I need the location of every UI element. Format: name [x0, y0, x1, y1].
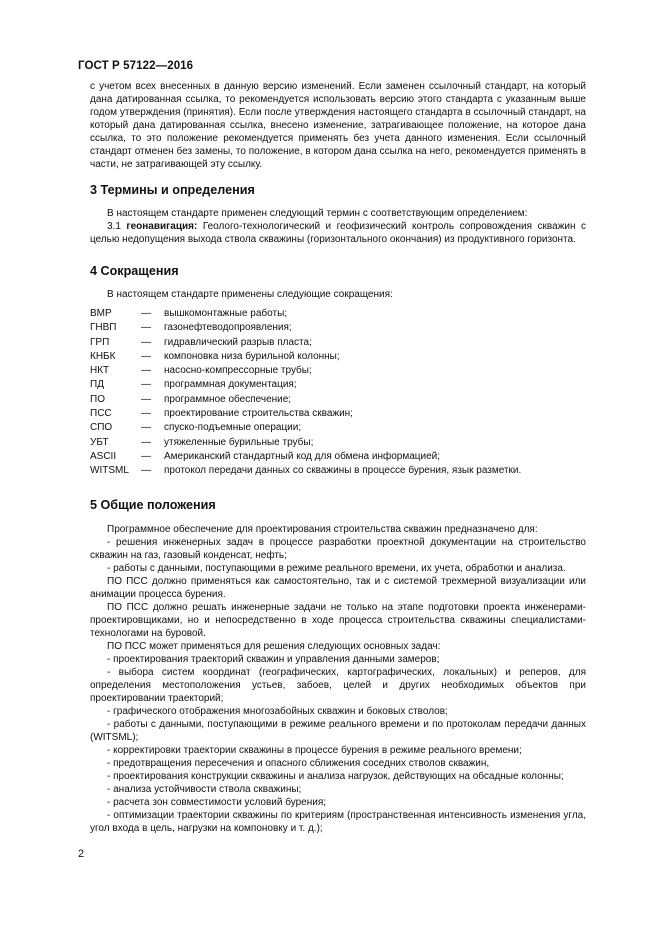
abbreviation-description: протокол передачи данных со скважины в процессе бурения, язык разметки. — [164, 465, 522, 477]
intro-paragraph: с учетом всех внесенных в данную версию изменений. Если заменен ссылочный стандарт, на который дана датированная ссылка, то рекомендуется использовать версию этого стандарта с указанным выше годом утверждения (принятия). Если после утверждения настоящего стандарта в ссылочный стандарт, на который дана датированная ссылка, внесено изменение, затрагивающее положение, на которое дана ссылка, то это положение рекомендуется применять без учета данного изменения. Если ссылочный стандарт отменен без замены, то положение, в котором дана ссылка на него, рекомендуется применять в части, не затрагивающей эту ссылку. — [90, 81, 586, 170]
section-5-paragraph: - проектирования конструкции скважины и анализа нагрузок, действующих на обсадные колонны; — [107, 771, 564, 782]
abbreviation-row — [90, 407, 586, 421]
section-5-paragraph: ПО ПСС может применяться для решения следующих основных задач: — [107, 641, 441, 652]
section-5-paragraph: - предотвращения пересечения и опасного сближения соседних стволов скважин, — [107, 758, 490, 769]
abbreviation-code: ГРП — [90, 336, 110, 348]
abbreviation-description: утяжеленные бурильные трубы; — [164, 436, 314, 448]
term-name: геонавигация: — [126, 221, 198, 232]
abbreviation-row — [90, 336, 586, 350]
section-5-paragraph: - работы с данными, поступающими в режиме реального времени, их учета, обработки и анализа. — [107, 563, 566, 574]
abbreviation-code: УБТ — [90, 436, 109, 448]
document-header: ГОСТ Р 57122—2016 — [78, 60, 194, 72]
section-5-paragraph: ПО ПСС должно применяться как самостоятельно, так и с системой трехмерной визуализации или анимации процесса бурения. — [90, 576, 586, 600]
abbreviation-code: НКТ — [90, 365, 110, 377]
abbreviation-dash: — — [141, 322, 151, 334]
abbreviation-description: Американский стандартный код для обмена информацией; — [164, 450, 441, 462]
abbreviation-row — [90, 464, 586, 478]
abbreviation-description: проектирование строительства скважин; — [164, 408, 353, 420]
page-number: 2 — [78, 848, 85, 860]
abbreviation-code: ПД — [90, 379, 104, 391]
abbreviation-description: спуско-подъемные операции; — [164, 422, 302, 434]
abbreviation-dash: — — [141, 379, 151, 391]
section-5-paragraph: - корректировки траектории скважины в процессе бурения в режиме реального времени; — [107, 745, 522, 756]
intro-paragraph-block — [90, 80, 586, 171]
abbreviation-row — [90, 364, 586, 378]
section-5-body — [90, 523, 586, 835]
abbreviation-code: ASCII — [90, 450, 117, 462]
abbreviation-dash: — — [141, 308, 151, 319]
abbreviation-description: гидравлический разрыв пласта; — [164, 336, 312, 348]
abbreviation-dash: — — [141, 436, 151, 448]
abbreviation-description: компоновка низа бурильной колонны; — [164, 350, 340, 362]
section-5-paragraph: - проектирования траекторий скважин и управления данными замеров; — [107, 654, 440, 665]
abbreviation-description: насосно-компрессорные трубы; — [164, 365, 312, 377]
section-5-paragraph: - расчета зон совместимости условий бурения; — [107, 797, 327, 808]
abbreviation-row — [90, 436, 586, 450]
section-4-body — [90, 288, 586, 479]
abbreviation-dash: — — [141, 336, 151, 348]
section-5-paragraph: Программное обеспечение для проектирования строительства скважин предназначено для: — [107, 524, 538, 535]
abbreviation-row — [90, 350, 586, 364]
section-3-intro: В настоящем стандарте применен следующий термин с соответствующим определением: — [107, 208, 528, 219]
section-4-intro: В настоящем стандарте применены следующие сокращения: — [107, 289, 393, 300]
section-5-paragraph: - оптимизации траектории скважины по критериям (пространственная интенсивность изменения угла, угол входа в цель, нагрузки на компоновку и т. д.); — [90, 810, 586, 834]
abbreviation-description: программное обеспечение; — [164, 393, 292, 405]
abbreviation-row — [90, 307, 586, 321]
abbreviation-description: газонефтеводопроявления; — [164, 322, 292, 334]
abbreviation-row — [90, 378, 586, 392]
term-number: 3.1 — [107, 221, 127, 232]
abbreviation-code: ПСС — [90, 408, 112, 420]
section-5-paragraph: - графического отображения многозабойных скважин и боковых стволов; — [107, 706, 448, 717]
abbreviation-list — [90, 307, 586, 479]
abbreviation-dash: — — [141, 350, 151, 362]
abbreviation-description: вышкомонтажные работы; — [164, 308, 288, 319]
section-5-paragraph: - решения инженерных задач в процессе разработки проектной документации на строительство скважин на газ, газовый конденсат, нефть; — [90, 537, 586, 561]
section-3-heading: 3 Термины и определения — [90, 183, 255, 197]
abbreviation-code: WITSML — [90, 465, 129, 477]
abbreviation-row — [90, 421, 586, 435]
term-definition: Геолого-технологический и геофизический контроль сопровождения скважин с целью недопущения выхода ствола скважины (горизонтального окончания) из продуктивного горизонта. — [90, 221, 586, 245]
abbreviation-dash: — — [141, 393, 151, 405]
section-5-paragraph: - работы с данными, поступающими в режиме реального времени и по протоколам передачи данных (WITSML); — [90, 719, 586, 743]
section-3-body — [90, 207, 586, 246]
abbreviation-row — [90, 393, 586, 407]
section-5-paragraph: ПО ПСС должно решать инженерные задачи не только на этапе подготовки проекта инженерами-проектировщиками, но и непосредственно в ходе процесса строительства скважины специалистами-технологами на буровой. — [90, 602, 586, 639]
section-5-paragraph: - выбора систем координат (географических, картографических, локальных) и реперов, для определения местоположения устьев, забоев, целей и других необходимых объектов при проектировании траекторий; — [90, 667, 586, 704]
abbreviation-dash: — — [141, 408, 151, 420]
section-4-heading: 4 Сокращения — [90, 264, 179, 278]
section-5-heading: 5 Общие положения — [90, 498, 216, 512]
abbreviation-code: ГНВП — [90, 322, 117, 334]
abbreviation-dash: — — [141, 422, 151, 434]
abbreviation-dash: — — [141, 450, 151, 462]
abbreviation-description: программная документация; — [164, 379, 297, 391]
section-3-term — [90, 220, 586, 246]
abbreviation-dash: — — [141, 465, 151, 477]
abbreviation-code: КНБК — [90, 350, 116, 362]
section-5-paragraph: - анализа устойчивости ствола скважины; — [107, 784, 302, 795]
abbreviation-code: СПО — [90, 422, 113, 434]
abbreviation-row — [90, 450, 586, 464]
abbreviation-row — [90, 321, 586, 335]
abbreviation-code: ПО — [90, 393, 105, 405]
abbreviation-dash: — — [141, 365, 151, 377]
abbreviation-code: ВМР — [90, 308, 112, 319]
